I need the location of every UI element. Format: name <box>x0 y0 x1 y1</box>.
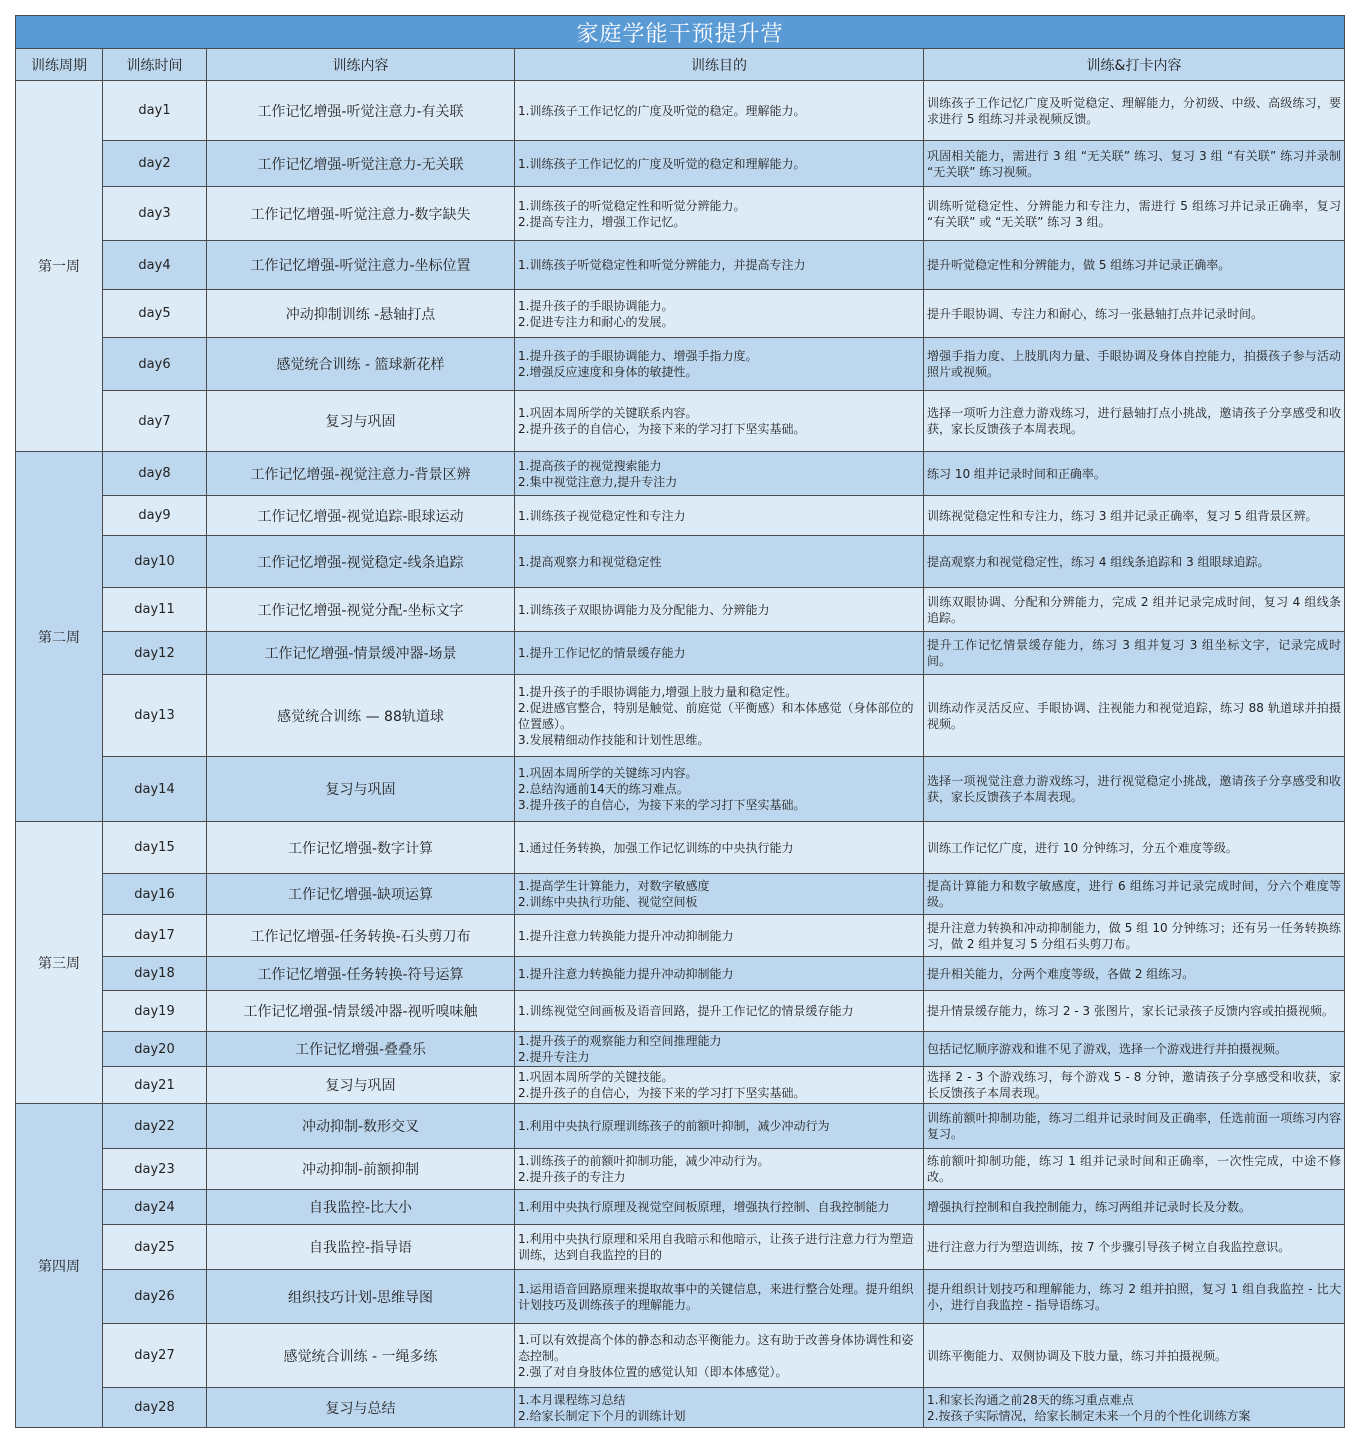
checkin-cell: 增强手指力度、上肢肌肉力量、手眼协调及身体自控能力，拍摄孩子参与活动照片或视频。 <box>924 338 1345 391</box>
content-cell: 工作记忆增强-情景缓冲器-视听嗅味触 <box>207 991 515 1032</box>
content-cell: 工作记忆增强-视觉追踪-眼球运动 <box>207 496 515 536</box>
purpose-cell: 1.通过任务转换，加强工作记忆训练的中央执行能力 <box>515 822 924 874</box>
purpose-cell: 1.训练孩子的听觉稳定性和听觉分辨能力。 2.提高专注力，增强工作记忆。 <box>515 187 924 241</box>
table-row <box>16 452 1345 496</box>
purpose-cell: 1.提高孩子的视觉搜索能力 2.集中视觉注意力,提升专注力 <box>515 452 924 496</box>
checkin-cell: 包括记忆顺序游戏和谁不见了游戏，选择一个游戏进行并拍摄视频。 <box>924 1032 1345 1067</box>
checkin-cell: 选择 2 - 3 个游戏练习，每个游戏 5 - 8 分钟，邀请孩子分享感受和收获，家长反馈孩子本周表现。 <box>924 1067 1345 1104</box>
purpose-cell: 1.提升孩子的手眼协调能力。 2.促进专注力和耐心的发展。 <box>515 290 924 338</box>
day-cell: day2 <box>103 141 207 187</box>
purpose-cell: 1.本月课程练习总结 2.给家长制定下个月的训练计划 <box>515 1388 924 1428</box>
checkin-cell: 提升工作记忆情景缓存能力，练习 3 组并复习 3 组坐标文字，记录完成时间。 <box>924 632 1345 675</box>
checkin-cell: 提升情景缓存能力，练习 2 - 3 张图片，家长记录孩子反馈内容或拍摄视频。 <box>924 991 1345 1032</box>
checkin-cell: 训练双眼协调、分配和分辨能力，完成 2 组并记录完成时间，复习 4 组线条追踪。 <box>924 588 1345 632</box>
day-cell: day14 <box>103 757 207 822</box>
content-cell: 冲动抑制-数形交叉 <box>207 1104 515 1149</box>
header-row <box>16 49 1345 81</box>
table-row <box>16 588 1345 632</box>
content-cell: 工作记忆增强-视觉分配-坐标文字 <box>207 588 515 632</box>
day-cell: day5 <box>103 290 207 338</box>
header-checkin: 训练&打卡内容 <box>924 49 1345 81</box>
purpose-cell: 1.提升孩子的手眼协调能力、增强手指力度。 2.增强反应速度和身体的敏捷性。 <box>515 338 924 391</box>
content-cell: 复习与巩固 <box>207 1067 515 1104</box>
header-time: 训练时间 <box>103 49 207 81</box>
day-cell: day9 <box>103 496 207 536</box>
table-row <box>16 536 1345 588</box>
table-row <box>16 957 1345 991</box>
schedule-body <box>16 81 1345 1428</box>
purpose-cell: 1.训练孩子工作记忆的广度及听觉的稳定。理解能力。 <box>515 81 924 141</box>
checkin-cell: 提高观察力和视觉稳定性，练习 4 组线条追踪和 3 组眼球追踪。 <box>924 536 1345 588</box>
table-row <box>16 1149 1345 1190</box>
header-purpose: 训练目的 <box>515 49 924 81</box>
content-cell: 自我监控-指导语 <box>207 1225 515 1270</box>
purpose-cell: 1.运用语音回路原理来提取故事中的关键信息，来进行整合处理。提升组织计划技巧及训练孩子的理解能力。 <box>515 1270 924 1324</box>
table-row <box>16 915 1345 957</box>
week-label: 第三周 <box>16 822 103 1104</box>
checkin-cell: 训练前额叶抑制功能，练习二组并记录时间及正确率，任选前面一项练习内容复习。 <box>924 1104 1345 1149</box>
day-cell: day23 <box>103 1149 207 1190</box>
checkin-cell: 增强执行控制和自我控制能力，练习两组并记录时长及分数。 <box>924 1190 1345 1225</box>
day-cell: day24 <box>103 1190 207 1225</box>
day-cell: day8 <box>103 452 207 496</box>
table-row <box>16 338 1345 391</box>
purpose-cell: 1.利用中央执行原理训练孩子的前额叶抑制，减少冲动行为 <box>515 1104 924 1149</box>
purpose-cell: 1.训练孩子视觉稳定性和专注力 <box>515 496 924 536</box>
checkin-cell: 训练动作灵活反应、手眼协调、注视能力和视觉追踪，练习 88 轨道球并拍摄视频。 <box>924 675 1345 757</box>
checkin-cell: 训练视觉稳定性和专注力，练习 3 组并记录正确率，复习 5 组背景区辨。 <box>924 496 1345 536</box>
checkin-cell: 提升手眼协调、专注力和耐心，练习一张悬轴打点并记录时间。 <box>924 290 1345 338</box>
header-content: 训练内容 <box>207 49 515 81</box>
content-cell: 自我监控-比大小 <box>207 1190 515 1225</box>
checkin-cell: 提高计算能力和数字敏感度，进行 6 组练习并记录完成时间，分六个难度等级。 <box>924 874 1345 915</box>
content-cell: 工作记忆增强-数字计算 <box>207 822 515 874</box>
purpose-cell: 1.可以有效提高个体的静态和动态平衡能力。这有助于改善身体协调性和姿态控制。 2.强了对自身肢体位置的感觉认知（即本体感觉）。 <box>515 1324 924 1388</box>
day-cell: day10 <box>103 536 207 588</box>
purpose-cell: 1.提升注意力转换能力提升冲动抑制能力 <box>515 957 924 991</box>
table-row <box>16 1067 1345 1104</box>
checkin-cell: 训练工作记忆广度，进行 10 分钟练习，分五个难度等级。 <box>924 822 1345 874</box>
day-cell: day12 <box>103 632 207 675</box>
checkin-cell: 训练听觉稳定性、分辨能力和专注力，需进行 5 组练习并记录正确率，复习 “有关联” 或 “无关联” 练习 3 组。 <box>924 187 1345 241</box>
purpose-cell: 1.提高观察力和视觉稳定性 <box>515 536 924 588</box>
table-row <box>16 991 1345 1032</box>
content-cell: 工作记忆增强-任务转换-石头剪刀布 <box>207 915 515 957</box>
content-cell: 工作记忆增强-缺项运算 <box>207 874 515 915</box>
table-row <box>16 1032 1345 1067</box>
table-row <box>16 241 1345 290</box>
content-cell: 工作记忆增强-听觉注意力-有关联 <box>207 81 515 141</box>
day-cell: day18 <box>103 957 207 991</box>
checkin-cell: 提升组织计划技巧和理解能力，练习 2 组并拍照，复习 1 组自我监控 - 比大小，进行自我监控 - 指导语练习。 <box>924 1270 1345 1324</box>
table-row <box>16 141 1345 187</box>
day-cell: day25 <box>103 1225 207 1270</box>
table-row <box>16 290 1345 338</box>
day-cell: day6 <box>103 338 207 391</box>
checkin-cell: 训练平衡能力、双侧协调及下肢力量，练习并拍摄视频。 <box>924 1324 1345 1388</box>
content-cell: 冲动抑制-前额抑制 <box>207 1149 515 1190</box>
checkin-cell: 1.和家长沟通之前28天的练习重点难点 2.按孩子实际情况，给家长制定未来一个月的个性化训练方案 <box>924 1388 1345 1428</box>
day-cell: day15 <box>103 822 207 874</box>
purpose-cell: 1.巩固本周所学的关键联系内容。 2.提升孩子的自信心，为接下来的学习打下坚实基础。 <box>515 391 924 452</box>
table-row <box>16 632 1345 675</box>
checkin-cell: 提升注意力转换和冲动抑制能力，做 5 组 10 分钟练习；还有另一任务转换练习，做 2 组并复习 5 分组石头剪刀布。 <box>924 915 1345 957</box>
purpose-cell: 1.利用中央执行原理和采用自我暗示和他暗示，让孩子进行注意力行为塑造训练，达到自我监控的目的 <box>515 1225 924 1270</box>
table-row <box>16 1324 1345 1388</box>
day-cell: day16 <box>103 874 207 915</box>
table-row <box>16 675 1345 757</box>
table-row <box>16 1190 1345 1225</box>
day-cell: day20 <box>103 1032 207 1067</box>
day-cell: day17 <box>103 915 207 957</box>
purpose-cell: 1.提高学生计算能力，对数字敏感度 2.训练中央执行功能、视觉空间板 <box>515 874 924 915</box>
content-cell: 感觉统合训练 — 88轨道球 <box>207 675 515 757</box>
content-cell: 复习与总结 <box>207 1388 515 1428</box>
content-cell: 冲动抑制训练 -悬轴打点 <box>207 290 515 338</box>
content-cell: 工作记忆增强-任务转换-符号运算 <box>207 957 515 991</box>
content-cell: 工作记忆增强-听觉注意力-无关联 <box>207 141 515 187</box>
training-schedule-sheet <box>15 15 1344 1428</box>
purpose-cell: 1.训练视觉空间画板及语音回路，提升工作记忆的情景缓存能力 <box>515 991 924 1032</box>
week-label: 第二周 <box>16 452 103 822</box>
table-row <box>16 187 1345 241</box>
content-cell: 工作记忆增强-情景缓冲器-场景 <box>207 632 515 675</box>
purpose-cell: 1.提升工作记忆的情景缓存能力 <box>515 632 924 675</box>
purpose-cell: 1.提升孩子的手眼协调能力,增强上肢力量和稳定性。 2.促进感官整合，特别是触觉、前庭觉（平衡感）和本体感觉（身体部位的位置感）。 3.发展精细动作技能和计划性思维。 <box>515 675 924 757</box>
table-row <box>16 496 1345 536</box>
checkin-cell: 提升听觉稳定性和分辨能力，做 5 组练习并记录正确率。 <box>924 241 1345 290</box>
day-cell: day1 <box>103 81 207 141</box>
content-cell: 工作记忆增强-视觉稳定-线条追踪 <box>207 536 515 588</box>
table-row <box>16 1270 1345 1324</box>
header-period: 训练周期 <box>16 49 103 81</box>
content-cell: 感觉统合训练 - 一绳多练 <box>207 1324 515 1388</box>
purpose-cell: 1.提升孩子的观察能力和空间推理能力 2.提升专注力 <box>515 1032 924 1067</box>
week-label: 第一周 <box>16 81 103 452</box>
purpose-cell: 1.巩固本周所学的关键练习内容。 2.总结沟通前14天的练习难点。 3.提升孩子的自信心，为接下来的学习打下坚实基础。 <box>515 757 924 822</box>
day-cell: day13 <box>103 675 207 757</box>
day-cell: day4 <box>103 241 207 290</box>
checkin-cell: 提升相关能力，分两个难度等级，各做 2 组练习。 <box>924 957 1345 991</box>
checkin-cell: 巩固相关能力，需进行 3 组 “无关联” 练习、复习 3 组 “有关联” 练习并录制 “无关联” 练习视频。 <box>924 141 1345 187</box>
day-cell: day21 <box>103 1067 207 1104</box>
table-row <box>16 757 1345 822</box>
purpose-cell: 1.巩固本周所学的关键技能。 2.提升孩子的自信心，为接下来的学习打下坚实基础。 <box>515 1067 924 1104</box>
content-cell: 工作记忆增强-叠叠乐 <box>207 1032 515 1067</box>
day-cell: day26 <box>103 1270 207 1324</box>
checkin-cell: 练前额叶抑制功能，练习 1 组并记录时间和正确率，一次性完成，中途不修改。 <box>924 1149 1345 1190</box>
table-row <box>16 874 1345 915</box>
purpose-cell: 1.提升注意力转换能力提升冲动抑制能力 <box>515 915 924 957</box>
content-cell: 复习与巩固 <box>207 757 515 822</box>
training-schedule-table <box>15 15 1345 1428</box>
purpose-cell: 1.训练孩子工作记忆的广度及听觉的稳定和理解能力。 <box>515 141 924 187</box>
purpose-cell: 1.训练孩子听觉稳定性和听觉分辨能力，并提高专注力 <box>515 241 924 290</box>
table-row <box>16 391 1345 452</box>
content-cell: 工作记忆增强-视觉注意力-背景区辨 <box>207 452 515 496</box>
table-row <box>16 1388 1345 1428</box>
sheet-title: 家庭学能干预提升营 <box>16 16 1345 49</box>
table-row <box>16 822 1345 874</box>
checkin-cell: 练习 10 组并记录时间和正确率。 <box>924 452 1345 496</box>
checkin-cell: 选择一项听力注意力游戏练习，进行悬轴打点小挑战，邀请孩子分享感受和收获，家长反馈孩子本周表现。 <box>924 391 1345 452</box>
day-cell: day28 <box>103 1388 207 1428</box>
day-cell: day7 <box>103 391 207 452</box>
checkin-cell: 进行注意力行为塑造训练，按 7 个步骤引导孩子树立自我监控意识。 <box>924 1225 1345 1270</box>
purpose-cell: 1.利用中央执行原理及视觉空间板原理，增强执行控制、自我控制能力 <box>515 1190 924 1225</box>
content-cell: 组织技巧计划-思维导图 <box>207 1270 515 1324</box>
day-cell: day11 <box>103 588 207 632</box>
checkin-cell: 选择一项视觉注意力游戏练习，进行视觉稳定小挑战，邀请孩子分享感受和收获，家长反馈孩子本周表现。 <box>924 757 1345 822</box>
purpose-cell: 1.训练孩子的前额叶抑制功能，减少冲动行为。 2.提升孩子的专注力 <box>515 1149 924 1190</box>
week-label: 第四周 <box>16 1104 103 1428</box>
content-cell: 感觉统合训练 - 篮球新花样 <box>207 338 515 391</box>
day-cell: day3 <box>103 187 207 241</box>
day-cell: day19 <box>103 991 207 1032</box>
content-cell: 复习与巩固 <box>207 391 515 452</box>
table-row <box>16 1225 1345 1270</box>
day-cell: day22 <box>103 1104 207 1149</box>
content-cell: 工作记忆增强-听觉注意力-坐标位置 <box>207 241 515 290</box>
content-cell: 工作记忆增强-听觉注意力-数字缺失 <box>207 187 515 241</box>
table-row <box>16 81 1345 141</box>
day-cell: day27 <box>103 1324 207 1388</box>
checkin-cell: 训练孩子工作记忆广度及听觉稳定、理解能力，分初级、中级、高级练习，要求进行 5 组练习并录视频反馈。 <box>924 81 1345 141</box>
purpose-cell: 1.训练孩子双眼协调能力及分配能力、分辨能力 <box>515 588 924 632</box>
table-row <box>16 1104 1345 1149</box>
